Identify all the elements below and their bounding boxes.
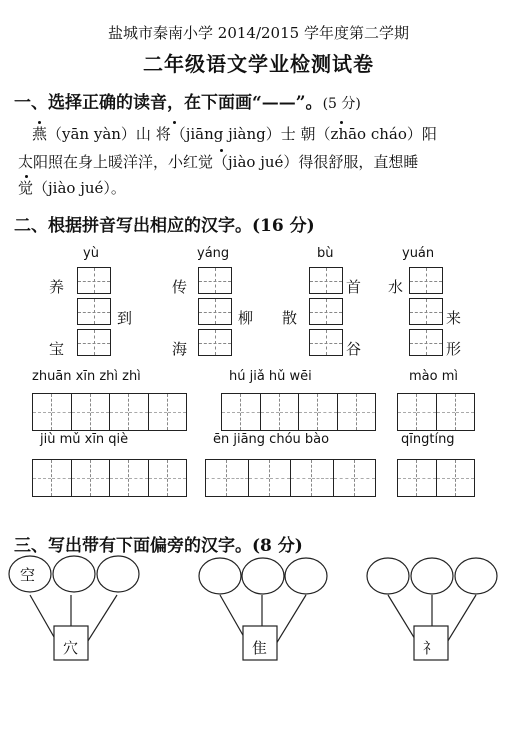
given-char: 谷 — [346, 340, 362, 358]
answer-circle[interactable] — [285, 558, 327, 594]
pinyin-label: qīngtíng — [401, 432, 455, 447]
section2-title: 二、根据拼音写出相应的汉字。(16 分) — [14, 216, 315, 236]
school-term-header: 盐城市秦南小学 2014/2015 学年度第二学期 — [108, 24, 409, 42]
answer-circle[interactable] — [242, 558, 284, 594]
radical-char: 礻 — [423, 639, 439, 657]
writing-cell[interactable] — [309, 298, 343, 325]
pinyin-label: hú jiǎ hǔ wēi — [229, 369, 312, 384]
radical-char: 穴 — [63, 639, 79, 657]
section1-line3: 觉（jiào jué）。 — [18, 179, 126, 197]
answer-circle[interactable] — [97, 556, 139, 592]
section1-heading — [14, 88, 361, 113]
writing-cell[interactable] — [409, 267, 443, 294]
pinyin-label: yáng — [197, 246, 230, 261]
section1-title: 一、选择正确的读音，在下面画“——”。 — [14, 93, 323, 113]
writing-row[interactable] — [221, 393, 376, 431]
emphasis-dot — [38, 121, 41, 124]
emphasis-dot — [25, 175, 28, 178]
pinyin-label: mào mì — [409, 369, 458, 384]
given-char: 柳 — [238, 309, 254, 327]
answer-circle[interactable] — [455, 558, 497, 594]
section3-title: 三、写出带有下面偏旁的汉字。(8 分) — [14, 536, 303, 556]
given-char: 散 — [282, 309, 298, 327]
pinyin-label: yuán — [402, 246, 435, 261]
pinyin-label: yù — [83, 246, 99, 261]
writing-cell[interactable] — [77, 329, 111, 356]
answer-circle[interactable] — [367, 558, 409, 594]
given-char: 养 — [49, 278, 65, 296]
section1-points: (5 分) — [322, 96, 361, 112]
writing-cell[interactable] — [198, 267, 232, 294]
given-char: 传 — [172, 278, 188, 296]
writing-row[interactable] — [205, 459, 376, 497]
given-char: 首 — [346, 278, 362, 296]
section1-line2: 太阳照在身上暖洋洋，小红觉（jiào jué）得很舒服，直想睡 — [18, 153, 419, 171]
given-char: 水 — [388, 278, 404, 296]
writing-cell[interactable] — [198, 298, 232, 325]
emphasis-dot — [220, 149, 223, 152]
writing-row[interactable] — [32, 459, 187, 497]
given-char: 来 — [446, 309, 462, 327]
given-char: 形 — [446, 340, 462, 358]
given-char: 宝 — [49, 340, 65, 358]
example-char: 空 — [20, 566, 36, 584]
writing-cell[interactable] — [409, 298, 443, 325]
writing-row[interactable] — [397, 459, 475, 497]
writing-cell[interactable] — [309, 267, 343, 294]
radical-char: 隹 — [252, 639, 268, 657]
pinyin-label: zhuān xīn zhì zhì — [32, 369, 141, 384]
given-char: 海 — [172, 340, 188, 358]
writing-cell[interactable] — [409, 329, 443, 356]
writing-cell[interactable] — [309, 329, 343, 356]
writing-row[interactable] — [397, 393, 475, 431]
emphasis-dot — [173, 121, 176, 124]
emphasis-dot — [340, 121, 343, 124]
given-char: 到 — [117, 309, 133, 327]
writing-cell[interactable] — [77, 298, 111, 325]
writing-cell[interactable] — [198, 329, 232, 356]
answer-circle[interactable] — [53, 556, 95, 592]
writing-row[interactable] — [32, 393, 187, 431]
section1-line1: 燕（yān yàn）山 将（jiāng jiàng）士 朝（zhāo cháo）阳 — [32, 125, 437, 143]
pinyin-label: jiù mǔ xīn qiè — [40, 432, 129, 447]
answer-circle[interactable] — [199, 558, 241, 594]
pinyin-label: bù — [317, 246, 334, 261]
exam-title: 二年级语文学业检测试卷 — [143, 52, 374, 76]
pinyin-label: ēn jiāng chóu bào — [213, 432, 330, 447]
writing-cell[interactable] — [77, 267, 111, 294]
answer-circle[interactable] — [411, 558, 453, 594]
